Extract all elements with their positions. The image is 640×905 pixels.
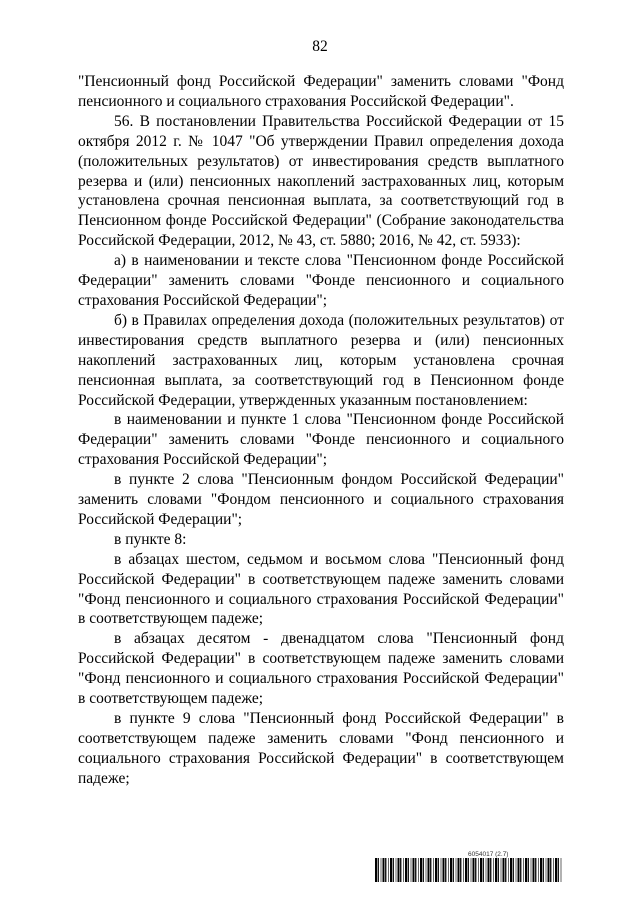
paragraph: в пункте 8: (114, 530, 187, 548)
document-body (78, 72, 564, 789)
barcode-icon (375, 858, 563, 882)
paragraph: в пункте 9 слова "Пенсионный фонд Российской Федерации" в соответствующем падеже заменить словами "Фонд пенсионного и социального страхования Российской Федерации" в соответствующем падеже; (78, 710, 564, 787)
paragraph: в пункте 2 слова "Пенсионным фондом Российской Федерации" заменить словами "Фондом пенсионного и социального страхования Российской Федерации"; (78, 471, 564, 528)
paragraph: в наименовании и пункте 1 слова "Пенсионном фонде Российской Федерации" заменить словами "Фонде пенсионного и социального страхования Российской Федерации"; (78, 411, 564, 469)
paragraph: "Пенсионный фонд Российской Федерации" заменить словами "Фонд пенсионного и социального страхования Российской Федерации". (78, 73, 564, 110)
paragraph: 56. В постановлении Правительства Российской Федерации от 15 октября 2012 г. № 1047 "Об утверждении Правил определения дохода (положительных результатов) от инвестирования средств выплатного резерва и (или) пенсионных накоплений застрахованных лиц, которым установлена срочная пенсионная выплата, за соответствующий год в Пенсионном фонде Российской Федерации" (Собрание законодательства Российской Федерации, 2012, № 43, ст. 5880; 2016, № 42, ст. 5933): (78, 112, 564, 250)
paragraph: в абзацах десятом - двенадцатом слова "Пенсионный фонд Российской Федерации" в соответствующем падеже заменить словами "Фонд пенсионного и социального страхования Российской Федерации" в соответствующем падеже; (78, 630, 564, 708)
paragraph: в абзацах шестом, седьмом и восьмом слова "Пенсионный фонд Российской Федерации" в соответствующем падеже заменить словами "Фонд пенсионного и социального страхования Российской Федерации" в соответствующем падеже; (78, 550, 564, 628)
paragraph: б) в Правилах определения дохода (положительных результатов) от инвестирования средств выплатного резерва и (или) пенсионных накоплений застрахованных лиц, которым установлена срочная пенсионная выплата, за соответствующий год в Пенсионном фонде Российской Федерации, утвержденных указанным постановлением: (78, 311, 564, 409)
page-number: 82 (312, 38, 328, 55)
document-code: 6054017 (2.7) (468, 851, 509, 858)
paragraph: а) в наименовании и тексте слова "Пенсионном фонде Российской Федерации" заменить словами "Фонде пенсионного и социального страхования Российской Федерации"; (78, 252, 564, 309)
